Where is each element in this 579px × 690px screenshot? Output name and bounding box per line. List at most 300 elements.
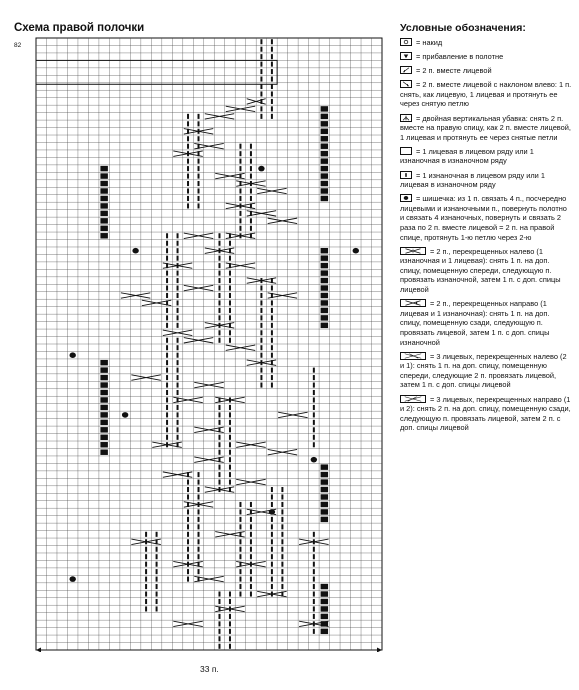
cable-stitch-column (229, 412, 231, 417)
legend-item-text: = 1 изнаночная в лицевом ряду или 1 лицевая в изнаночном ряду (400, 170, 545, 190)
cable-stitch-column (260, 338, 262, 343)
cable-stitch-column (260, 69, 262, 74)
cable-stitch-column (281, 584, 283, 589)
cable-stitch-column (229, 629, 231, 634)
cable-stitch-column (218, 300, 220, 305)
legend-item (400, 194, 572, 242)
purl-bar (100, 405, 107, 410)
purl-bar (321, 606, 328, 611)
cable-stitch-column (218, 308, 220, 313)
purl-bar (321, 143, 328, 148)
purl-icon (400, 171, 412, 179)
cable-stitch-column (271, 77, 273, 82)
cable-stitch-column (229, 472, 231, 477)
cable-stitch-column (145, 554, 147, 559)
legend-item (400, 147, 572, 166)
cable-stitch-column (218, 420, 220, 425)
ssk-icon (400, 80, 412, 88)
legend (400, 22, 572, 437)
cable-stitch-column (271, 330, 273, 335)
cable-stitch-column (218, 285, 220, 290)
cable-stitch-column (260, 383, 262, 388)
cable-stitch-column (166, 427, 168, 432)
cable-stitch-column (260, 330, 262, 335)
cable-stitch-column (218, 293, 220, 298)
yarn-over-icon (400, 38, 412, 46)
cable-stitch-column (260, 77, 262, 82)
cable-stitch-column (177, 353, 179, 358)
cable-stitch-column (198, 509, 200, 514)
cable-stitch-column (187, 121, 189, 126)
cable-stitch-column (250, 218, 252, 223)
cable-stitch-column (166, 420, 168, 425)
cable-stitch-column (229, 300, 231, 305)
cable-stitch-column (166, 293, 168, 298)
cable-stitch-column (166, 271, 168, 276)
purl-bar (321, 502, 328, 507)
cable-stitch-column (187, 577, 189, 582)
cable-stitch-column (260, 114, 262, 119)
purl-bar (321, 517, 328, 522)
cable-stitch-column (166, 412, 168, 417)
cable-stitch-column (218, 599, 220, 604)
cable-stitch-column (156, 562, 158, 567)
cable-stitch-column (229, 621, 231, 626)
legend-item (400, 38, 572, 48)
cable-stitch-column (260, 375, 262, 380)
cable-stitch-column (313, 577, 315, 582)
purl-bar (100, 218, 107, 223)
cable-stitch-column (313, 442, 315, 447)
cable-stitch-column (166, 323, 168, 328)
cable-stitch-column (145, 562, 147, 567)
purl-bar (100, 360, 107, 365)
cable-stitch-column (177, 345, 179, 350)
cable-stitch-column (313, 614, 315, 619)
cable-stitch-column (145, 606, 147, 611)
cable-stitch-column (156, 569, 158, 574)
purl-bar (321, 300, 328, 305)
cable-stitch-column (250, 188, 252, 193)
cable-stitch-column (260, 91, 262, 96)
cross-right-1-2-icon (400, 395, 426, 403)
legend-item (400, 299, 572, 347)
cable-stitch-column (156, 532, 158, 537)
cable-stitch-column (271, 375, 273, 380)
cable-stitch-column (239, 577, 241, 582)
cable-stitch-column (156, 599, 158, 604)
cable-stitch-column (177, 293, 179, 298)
cable-stitch-column (313, 532, 315, 537)
cable-stitch-column (198, 181, 200, 186)
cable-stitch-column (198, 487, 200, 492)
cable-stitch-column (271, 584, 273, 589)
knitting-chart-grid (34, 36, 384, 652)
cable-stitch-column (187, 203, 189, 208)
cable-stitch-column (218, 442, 220, 447)
cable-stitch-column (198, 121, 200, 126)
cable-stitch-column (239, 196, 241, 201)
cable-stitch-column (313, 606, 315, 611)
cable-stitch-column (198, 524, 200, 529)
cable-stitch-column (271, 54, 273, 59)
cable-stitch-column (281, 554, 283, 559)
cable-stitch-column (218, 465, 220, 470)
cable-stitch-column (239, 502, 241, 507)
cable-stitch-column (260, 293, 262, 298)
purl-bar (100, 412, 107, 417)
cable-stitch-column (229, 330, 231, 335)
cable-stitch-column (229, 599, 231, 604)
bobble-mark (122, 412, 128, 418)
cable-stitch-column (271, 524, 273, 529)
legend-item (400, 247, 572, 295)
cable-stitch-column (198, 136, 200, 141)
purl-bar (100, 435, 107, 440)
knit-icon (400, 147, 412, 155)
double-decrease-icon (400, 114, 412, 122)
cable-stitch-column (198, 547, 200, 552)
legend-item (400, 395, 572, 433)
purl-bar (100, 449, 107, 454)
cable-stitch-column (198, 188, 200, 193)
cable-stitch-column (239, 211, 241, 216)
cable-stitch-column (281, 547, 283, 552)
cable-stitch-column (187, 569, 189, 574)
cable-stitch-column (271, 308, 273, 313)
purl-bar (321, 173, 328, 178)
cable-stitch-column (313, 547, 315, 552)
cable-stitch-column (313, 390, 315, 395)
cable-stitch-column (239, 188, 241, 193)
cable-stitch-column (166, 241, 168, 246)
purl-bar (100, 367, 107, 372)
cable-stitch-column (229, 241, 231, 246)
purl-bar (321, 270, 328, 275)
cable-stitch-column (250, 159, 252, 164)
cable-stitch-column (218, 614, 220, 619)
cable-stitch-column (239, 159, 241, 164)
legend-title: Условные обозначения: (400, 22, 526, 34)
stitch-count-label: 33 п. (200, 664, 219, 674)
cable-stitch-column (229, 427, 231, 432)
cable-stitch-column (198, 114, 200, 119)
cable-stitch-column (271, 91, 273, 96)
cable-stitch-column (218, 256, 220, 261)
cable-stitch-column (145, 577, 147, 582)
cable-stitch-column (177, 360, 179, 365)
cable-stitch-column (281, 569, 283, 574)
increase-icon (400, 52, 412, 60)
cable-stitch-column (260, 54, 262, 59)
cable-stitch-column (218, 629, 220, 634)
cable-stitch-column (177, 323, 179, 328)
cable-stitch-column (187, 494, 189, 499)
cable-stitch-column (218, 450, 220, 455)
legend-item (400, 52, 572, 62)
purl-bar (321, 315, 328, 320)
legend-item (400, 114, 572, 143)
cable-stitch-column (250, 577, 252, 582)
purl-bar (321, 599, 328, 604)
purl-bar (100, 375, 107, 380)
cable-stitch-column (271, 323, 273, 328)
cable-stitch-column (198, 539, 200, 544)
legend-item (400, 352, 572, 390)
purl-bar (321, 509, 328, 514)
cable-stitch-column (260, 39, 262, 44)
cable-stitch-column (166, 315, 168, 320)
purl-bar (321, 106, 328, 111)
cable-stitch-column (239, 547, 241, 552)
cable-stitch-column (250, 151, 252, 156)
cable-stitch-column (271, 99, 273, 104)
cross-left-1-1-icon (400, 247, 426, 255)
cable-stitch-column (187, 554, 189, 559)
purl-bar (100, 203, 107, 208)
purl-bar (321, 166, 328, 171)
cable-stitch-column (271, 569, 273, 574)
cable-stitch-column (198, 554, 200, 559)
cable-stitch-column (166, 360, 168, 365)
cable-stitch-column (187, 539, 189, 544)
cable-stitch-column (239, 517, 241, 522)
cable-stitch-column (260, 315, 262, 320)
purl-bar (100, 420, 107, 425)
cable-stitch-column (271, 502, 273, 507)
legend-item-text: = 1 лицевая в лицевом ряду или 1 изнаночная в изнаночном ряду (400, 146, 534, 166)
cable-stitch-column (250, 539, 252, 544)
cable-stitch-column (239, 569, 241, 574)
cable-stitch-column (229, 256, 231, 261)
purl-bar (100, 173, 107, 178)
cable-stitch-column (260, 106, 262, 111)
cable-stitch-column (145, 599, 147, 604)
purl-bar (100, 397, 107, 402)
bobble-icon (400, 194, 412, 202)
cable-stitch-column (145, 547, 147, 552)
cable-stitch-column (177, 241, 179, 246)
k2tog-icon (400, 66, 412, 74)
purl-bar (100, 382, 107, 387)
cable-stitch-column (198, 196, 200, 201)
cable-stitch-column (166, 375, 168, 380)
cable-stitch-column (229, 293, 231, 298)
cable-stitch-column (250, 517, 252, 522)
legend-item-text: = 2 п., перекрещенных налево (1 изнаночная и 1 лицевая): снять 1 п. на доп. спицу, помещенную спереди, следующую п. провязать изнаночной, затем 1 п. с доп. спицы лицевой (400, 246, 561, 295)
legend-item (400, 80, 572, 109)
cable-stitch-column (239, 584, 241, 589)
cable-stitch-column (281, 562, 283, 567)
cable-stitch-column (187, 114, 189, 119)
cable-stitch-column (218, 412, 220, 417)
purl-bar (321, 248, 328, 253)
cable-stitch-column (239, 509, 241, 514)
cable-stitch-column (166, 338, 168, 343)
purl-bar (321, 464, 328, 469)
cable-stitch-column (250, 144, 252, 149)
cable-stitch-column (271, 368, 273, 373)
cable-stitch-column (187, 509, 189, 514)
cable-stitch-column (145, 569, 147, 574)
purl-bar (321, 479, 328, 484)
cable-stitch-column (218, 271, 220, 276)
cable-stitch-column (271, 562, 273, 567)
cable-stitch-column (166, 233, 168, 238)
cable-stitch-column (229, 480, 231, 485)
legend-item-text: = 2 п. вместе лицевой (416, 66, 492, 76)
cable-stitch-column (229, 636, 231, 641)
cable-stitch-column (250, 524, 252, 529)
legend-item-text: = 3 лицевых, перекрещенных направо (1 и 2): снять 2 п. на доп. спицу, помещенную сзади, следующую п. провязать лицевой, затем 2 п. с доп. спицы лицевой (400, 394, 571, 433)
cable-stitch-column (313, 569, 315, 574)
cable-stitch-column (177, 420, 179, 425)
purl-bar (321, 494, 328, 499)
cable-stitch-column (198, 494, 200, 499)
cable-stitch-column (177, 271, 179, 276)
cable-stitch-column (198, 517, 200, 522)
cable-stitch-column (198, 174, 200, 179)
cable-stitch-column (229, 285, 231, 290)
cable-stitch-column (271, 383, 273, 388)
cable-stitch-column (313, 375, 315, 380)
purl-bar (321, 308, 328, 313)
cable-stitch-column (156, 577, 158, 582)
cable-stitch-column (260, 47, 262, 52)
cable-stitch-column (271, 487, 273, 492)
legend-item-text: = 3 лицевых, перекрещенных налево (2 и 1): снять 1 п. на доп. спицу, помещенную спереди, следующие 2 п. провязать лицевой, затем 1 п. с доп. спицы лицевой (400, 351, 567, 390)
bobble-mark (311, 457, 317, 463)
cable-stitch-column (156, 554, 158, 559)
cable-stitch-column (166, 256, 168, 261)
cable-stitch-column (239, 166, 241, 171)
cable-stitch-column (198, 159, 200, 164)
legend-item-text: = шишечка: из 1 п. связать 4 п., посчередно лицевыми и изнаночными п., повернуть полотно и связать 4 изнаночных, повернуть и связать 2 раза по 2 п. вместе лицевой = 2 п. на правой спице, протянуть 1-ю петлю через 2-ю (400, 194, 567, 242)
legend-item-text: = прибавление в полотне (416, 52, 504, 62)
cable-stitch-column (239, 591, 241, 596)
purl-bar (321, 591, 328, 596)
cable-stitch-column (229, 465, 231, 470)
cable-stitch-column (218, 263, 220, 268)
cable-stitch-column (250, 584, 252, 589)
cable-stitch-column (313, 397, 315, 402)
cable-stitch-column (271, 345, 273, 350)
cable-stitch-column (229, 405, 231, 410)
legend-item-text: = накид (416, 38, 443, 47)
cable-stitch-column (229, 338, 231, 343)
cable-stitch-column (239, 144, 241, 149)
cable-stitch-column (229, 457, 231, 462)
row-count-label: 82 (14, 42, 22, 49)
cable-stitch-column (187, 181, 189, 186)
cable-stitch-column (229, 614, 231, 619)
legend-item-text: = двойная вертикальная убавка: снять 2 п. вместе на правую спицу, как 2 п. вместе лицевой, 1 лицевая и протянуть ее через снятые петли (400, 113, 571, 142)
cable-stitch-column (271, 577, 273, 582)
legend-item-text: = 2 п. вместе лицевой с наклоном влево: 1 п. снять, как лицевую, 1 лицевая и протянуть ее через снятую петлю (400, 80, 572, 109)
purl-bar (100, 166, 107, 171)
cable-stitch-column (198, 532, 200, 537)
cable-stitch-column (187, 174, 189, 179)
cable-stitch-column (177, 405, 179, 410)
cable-stitch-column (198, 472, 200, 477)
purl-bar (100, 233, 107, 238)
purl-bar (100, 427, 107, 432)
cable-stitch-column (313, 591, 315, 596)
cable-stitch-column (271, 547, 273, 552)
cable-stitch-column (313, 554, 315, 559)
cable-stitch-column (313, 405, 315, 410)
cable-stitch-column (177, 375, 179, 380)
purl-bar (321, 136, 328, 141)
cable-stitch-column (177, 338, 179, 343)
cable-stitch-column (250, 226, 252, 231)
cable-stitch-column (313, 562, 315, 567)
cable-stitch-column (271, 114, 273, 119)
bobble-mark (69, 352, 75, 358)
cable-stitch-column (177, 412, 179, 417)
purl-bar (100, 188, 107, 193)
cable-stitch-column (218, 315, 220, 320)
cable-stitch-column (271, 532, 273, 537)
cable-stitch-column (313, 435, 315, 440)
cable-stitch-column (177, 308, 179, 313)
cable-stitch-column (187, 159, 189, 164)
cable-stitch-column (271, 300, 273, 305)
cable-stitch-column (239, 539, 241, 544)
cable-stitch-column (250, 554, 252, 559)
cable-stitch-column (166, 278, 168, 283)
cable-stitch-column (229, 271, 231, 276)
cable-stitch-column (229, 450, 231, 455)
cable-stitch-column (281, 517, 283, 522)
cable-stitch-column (218, 636, 220, 641)
cable-stitch-column (281, 524, 283, 529)
cable-stitch-column (229, 442, 231, 447)
cable-stitch-column (177, 368, 179, 373)
purl-bar (321, 487, 328, 492)
cable-stitch-column (313, 584, 315, 589)
cable-stitch-column (250, 532, 252, 537)
cable-stitch-column (260, 285, 262, 290)
cable-stitch-column (187, 487, 189, 492)
cable-stitch-column (271, 285, 273, 290)
cable-stitch-column (229, 644, 231, 649)
cable-stitch-column (177, 383, 179, 388)
cable-stitch-column (271, 554, 273, 559)
bobble-mark (258, 166, 264, 172)
cable-stitch-column (271, 539, 273, 544)
cable-stitch-column (313, 368, 315, 373)
purl-bar (100, 211, 107, 216)
cable-stitch-column (145, 532, 147, 537)
cable-stitch-column (271, 106, 273, 111)
cable-stitch-column (260, 345, 262, 350)
cable-stitch-column (313, 383, 315, 388)
cable-stitch-column (271, 353, 273, 358)
cable-stitch-column (271, 62, 273, 67)
cable-stitch-column (239, 151, 241, 156)
cable-stitch-column (177, 427, 179, 432)
cable-stitch-column (187, 166, 189, 171)
cable-stitch-column (239, 218, 241, 223)
cable-stitch-column (239, 554, 241, 559)
cable-stitch-column (177, 256, 179, 261)
cable-stitch-column (187, 188, 189, 193)
cable-stitch-column (166, 390, 168, 395)
purl-bar (321, 151, 328, 156)
cable-stitch-column (229, 435, 231, 440)
cable-stitch-column (145, 584, 147, 589)
